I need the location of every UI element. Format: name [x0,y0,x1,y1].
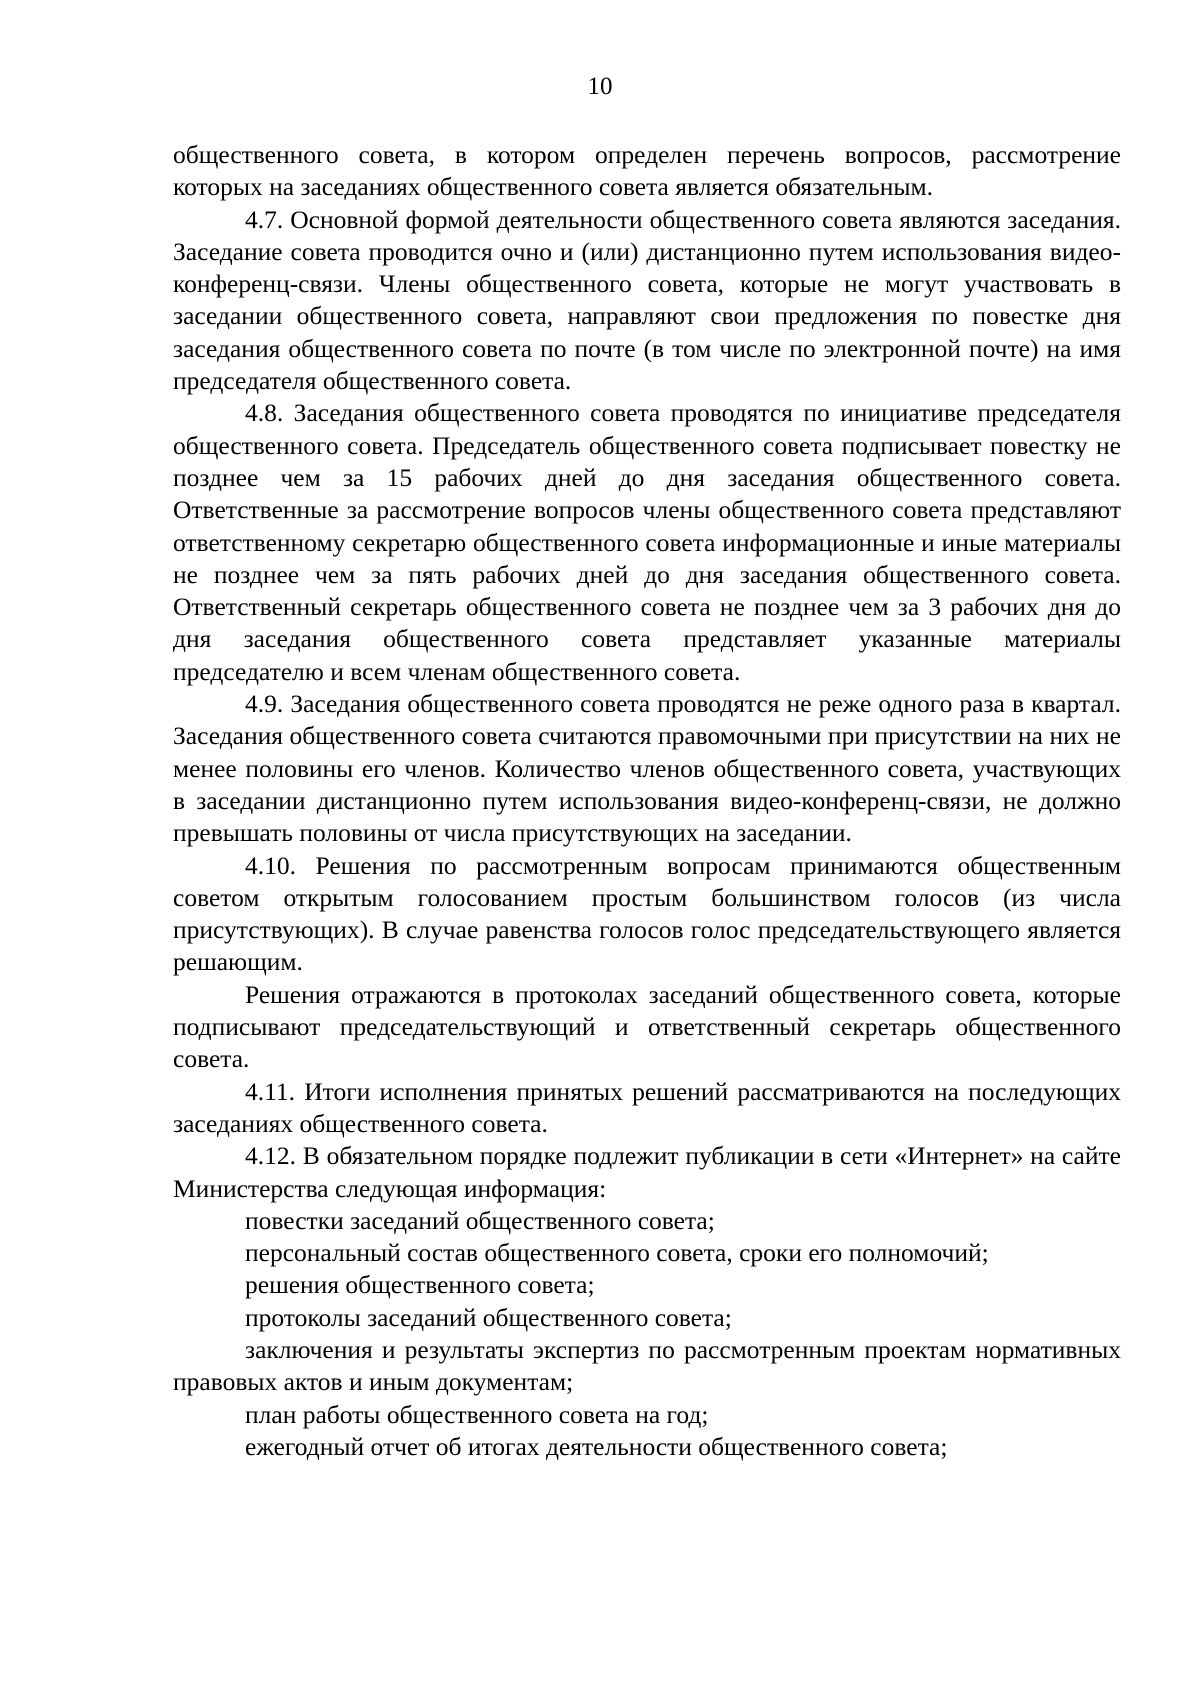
list-item: план работы общественного совета на год; [245,1399,709,1429]
document-body [173,139,1121,1463]
list-item: ежегодный отчет об итогах деятельности общественного совета; [245,1431,948,1461]
paragraph: общественного совета, в котором определен перечень вопросов, рассмотрение которых на заседаниях общественного совета является обязательным. [173,140,1121,202]
paragraph-4-10: 4.10. Решения по рассмотренным вопросам принимаются общественным советом открытым голосованием простым большинством голосов (из числа присутствующих). В случае равенства голосов голос председательствующего является решающим. [173,850,1121,977]
paragraph-decisions: Решения отражаются в протоколах заседаний общественного совета, которые подписывают председательствующий и ответственный секретарь общественного совета. [173,979,1121,1074]
page-number: 10 [587,73,613,100]
list-item: протоколы заседаний общественного совета; [245,1302,732,1332]
list-item: решения общественного совета; [245,1270,595,1300]
paragraph-4-8: 4.8. Заседания общественного совета проводятся по инициативе председателя общественного совета. Председатель общественного совета подписывает повестку не позднее чем за 15 рабочих дней до дня заседания общественного совета. Ответственные за рассмотрение вопросов члены общественного совета представляют ответственному секретарю общественного совета информационные и иные материалы не позднее чем за пять рабочих дней до дня заседания общественного совета. Ответственный секретарь общественного совета не позднее чем за 3 рабочих дня до дня заседания общественного совета представляет указанные материалы председателю и всем членам общественного совета. [173,398,1121,686]
list-item: повестки заседаний общественного совета; [245,1205,715,1235]
list-item: заключения и результаты экспертиз по рассмотренным проектам нормативных правовых актов и иным документам; [173,1334,1121,1397]
paragraph-4-7: 4.7. Основной формой деятельности общественного совета являются заседания. Заседание совета проводится очно и (или) дистанционно путем использования видео-конференц-связи. Члены общественного совета, которые не могут участвовать в заседании общественного совета, направляют свои предложения по повестке дня заседания общественного совета по почте (в том числе по электронной почте) на имя председателя общественного совета. [173,204,1121,396]
paragraph-4-9: 4.9. Заседания общественного совета проводятся не реже одного раза в квартал. Заседания общественного совета считаются правомочными при присутствии на них не менее половины его членов. Количество членов общественного совета, участвующих в заседании дистанционно путем использования видео-конференц-связи, не должно превышать половины от числа присутствующих на заседании. [173,689,1121,848]
paragraph-4-12: 4.12. В обязательном порядке подлежит публикации в сети «Интернет» на сайте Министерства следующая информация: [173,1141,1121,1203]
list-item: персональный состав общественного совета, сроки его полномочий; [245,1238,989,1268]
paragraph-4-11: 4.11. Итоги исполнения принятых решений рассматриваются на последующих заседаниях общественного совета. [173,1076,1121,1138]
